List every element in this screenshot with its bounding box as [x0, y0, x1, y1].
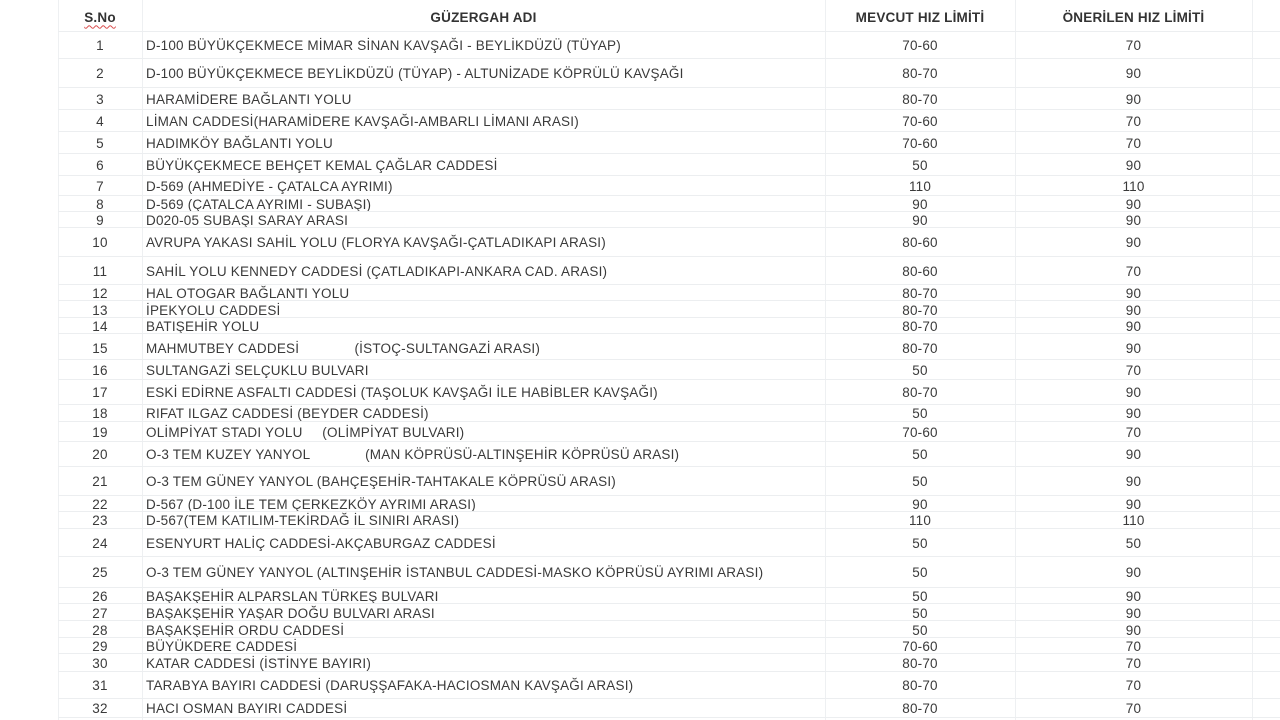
suggested-speed-limit: 90 — [1125, 406, 1142, 421]
row-number: 30 — [92, 656, 108, 671]
current-speed-limit: 50 — [912, 588, 928, 604]
table-row — [58, 257, 1280, 285]
suggested-speed-limit: 90 — [1125, 496, 1142, 512]
route-name: AVRUPA YAKASI SAHİL YOLU (FLORYA KAVŞAĞI-ÇATLADIKAPI ARASI) — [146, 235, 606, 250]
row-number: 25 — [92, 565, 108, 580]
current-speed-limit: 80-70 — [902, 302, 938, 318]
route-name: D-100 BÜYÜKÇEKMECE MİMAR SİNAN KAVŞAĞI - BEYLİKDÜZÜ (TÜYAP) — [146, 38, 621, 53]
suggested-speed-limit: 90 — [1125, 91, 1142, 107]
row-number: 12 — [92, 285, 108, 301]
suggested-speed-limit: 70 — [1125, 38, 1142, 53]
suggested-speed-limit: 90 — [1125, 385, 1142, 400]
row-number: 8 — [96, 196, 104, 212]
current-speed-limit: 80-70 — [902, 340, 938, 356]
row-number: 31 — [92, 678, 108, 693]
table-row — [58, 154, 1280, 176]
row-number: 27 — [92, 605, 108, 621]
current-speed-limit: 50 — [912, 406, 928, 421]
row-number: 22 — [92, 496, 108, 512]
row-number: 14 — [92, 318, 108, 334]
route-name: BÜYÜKDERE CADDESİ — [146, 638, 298, 654]
table-row — [58, 467, 1280, 496]
suggested-speed-limit: 90 — [1125, 66, 1142, 81]
table-row — [58, 176, 1280, 196]
suggested-speed-limit: 110 — [1122, 178, 1145, 194]
suggested-speed-limit: 90 — [1125, 212, 1142, 228]
route-name: RIFAT ILGAZ CADDESİ (BEYDER CADDESİ) — [146, 406, 429, 421]
route-name: SAHİL YOLU KENNEDY CADDESİ (ÇATLADIKAPI-ANKARA CAD. ARASI) — [146, 263, 608, 279]
table-row — [58, 496, 1280, 512]
table-row — [58, 285, 1280, 301]
suggested-speed-limit: 70 — [1125, 678, 1142, 693]
table-row — [58, 360, 1280, 380]
row-number: 7 — [96, 178, 104, 194]
route-name: BAŞAKŞEHİR ALPARSLAN TÜRKEŞ BULVARI — [146, 588, 439, 604]
table-row — [58, 638, 1280, 654]
route-name: D-569 (AHMEDİYE - ÇATALCA AYRIMI) — [146, 178, 393, 194]
header-no: S.No — [84, 9, 116, 25]
table-row — [58, 88, 1280, 110]
current-speed-limit: 50 — [912, 535, 928, 551]
header-current-limit: MEVCUT HIZ LİMİTİ — [855, 9, 985, 25]
current-speed-limit: 70-60 — [902, 638, 938, 654]
suggested-speed-limit: 90 — [1125, 157, 1142, 173]
route-name: O-3 TEM KUZEY YANYOL (MAN KÖPRÜSÜ-ALTINŞEHİR KÖPRÜSÜ ARASI) — [146, 447, 680, 462]
suggested-speed-limit: 70 — [1125, 362, 1142, 378]
table-row — [58, 655, 1280, 672]
row-number: 13 — [92, 302, 108, 318]
suggested-speed-limit: 90 — [1125, 235, 1142, 250]
table-row — [58, 132, 1280, 154]
suggested-speed-limit: 90 — [1125, 605, 1142, 621]
table-row — [58, 699, 1280, 718]
row-number: 6 — [96, 157, 104, 173]
route-name: D-569 (ÇATALCA AYRIMI - SUBAŞI) — [146, 196, 372, 212]
suggested-speed-limit: 70 — [1125, 263, 1142, 279]
table-row — [58, 228, 1280, 257]
current-speed-limit: 70-60 — [902, 38, 938, 53]
current-speed-limit: 110 — [908, 178, 932, 194]
suggested-speed-limit: 110 — [1122, 513, 1145, 528]
current-speed-limit: 80-70 — [902, 285, 938, 301]
current-speed-limit: 50 — [912, 474, 928, 489]
current-speed-limit: 70-60 — [902, 424, 938, 440]
current-speed-limit: 90 — [912, 212, 928, 228]
route-name: BAŞAKŞEHİR YAŞAR DOĞU BULVARI ARASI — [146, 605, 435, 621]
suggested-speed-limit: 90 — [1125, 285, 1142, 301]
route-name: ESENYURT HALİÇ CADDESİ-AKÇABURGAZ CADDESİ — [146, 535, 496, 551]
row-number: 5 — [96, 135, 104, 151]
row-number: 3 — [96, 91, 104, 107]
row-number: 17 — [92, 385, 108, 400]
route-name: O-3 TEM GÜNEY YANYOL (BAHÇEŞEHİR-TAHTAKALE KÖPRÜSÜ ARASI) — [146, 474, 617, 489]
route-name: D-567(TEM KATILIM-TEKİRDAĞ İL SINIRI ARASI) — [146, 513, 460, 528]
row-number: 16 — [92, 362, 108, 378]
current-speed-limit: 70-60 — [902, 135, 938, 151]
current-speed-limit: 50 — [912, 565, 928, 580]
route-name: KATAR CADDESİ (İSTİNYE BAYIRI) — [146, 656, 372, 671]
table-row — [58, 110, 1280, 132]
table-row — [58, 318, 1280, 334]
row-number: 1 — [96, 38, 104, 53]
current-speed-limit: 80-70 — [902, 701, 938, 716]
suggested-speed-limit: 70 — [1125, 656, 1142, 671]
table-row — [58, 196, 1280, 212]
row-number: 28 — [92, 622, 108, 638]
suggested-speed-limit: 50 — [1125, 535, 1142, 551]
row-number: 4 — [96, 113, 104, 129]
current-speed-limit: 80-60 — [902, 263, 938, 279]
route-name: LİMAN CADDESİ(HARAMİDERE KAVŞAĞI-AMBARLI LİMANI ARASI) — [146, 113, 579, 129]
table-row — [58, 422, 1280, 442]
row-number: 18 — [92, 406, 108, 421]
suggested-speed-limit: 70 — [1125, 113, 1142, 129]
suggested-speed-limit: 90 — [1125, 196, 1142, 212]
table-row — [58, 557, 1280, 588]
table-row — [58, 529, 1280, 557]
table-row — [58, 672, 1280, 699]
current-speed-limit: 110 — [908, 513, 932, 528]
suggested-speed-limit: 90 — [1125, 340, 1142, 356]
row-number: 29 — [92, 638, 108, 654]
route-name: ESKİ EDİRNE ASFALTI CADDESİ (TAŞOLUK KAVŞAĞI İLE HABİBLER KAVŞAĞI) — [146, 385, 658, 400]
table-row — [58, 512, 1280, 529]
suggested-speed-limit: 70 — [1125, 701, 1142, 716]
route-name: D-567 (D-100 İLE TEM ÇERKEZKÖY AYRIMI ARASI) — [146, 496, 476, 512]
route-name: D-100 BÜYÜKÇEKMECE BEYLİKDÜZÜ (TÜYAP) - ALTUNİZADE KÖPRÜLÜ KAVŞAĞI — [146, 66, 684, 81]
suggested-speed-limit: 90 — [1125, 302, 1142, 318]
table-header — [58, 2, 1280, 32]
route-name: SULTANGAZİ SELÇUKLU BULVARI — [146, 362, 369, 378]
table-row — [58, 59, 1280, 88]
route-name: BÜYÜKÇEKMECE BEHÇET KEMAL ÇAĞLAR CADDESİ — [146, 157, 498, 173]
row-number: 19 — [92, 424, 108, 440]
row-number: 9 — [96, 212, 104, 228]
table-row — [58, 212, 1280, 228]
table-row — [58, 380, 1280, 405]
current-speed-limit: 70-60 — [902, 113, 938, 129]
current-speed-limit: 50 — [912, 605, 928, 621]
current-speed-limit: 50 — [912, 447, 928, 462]
header-name: GÜZERGAH ADI — [430, 9, 537, 25]
table-row — [58, 32, 1280, 59]
current-speed-limit: 80-70 — [902, 385, 938, 400]
suggested-speed-limit: 70 — [1125, 424, 1142, 440]
current-speed-limit: 50 — [912, 622, 928, 638]
route-name: HACI OSMAN BAYIRI CADDESİ — [146, 701, 348, 716]
row-number: 32 — [92, 701, 108, 716]
route-name: BAŞAKŞEHİR ORDU CADDESİ — [146, 622, 345, 638]
current-speed-limit: 50 — [912, 362, 928, 378]
header-suggested-limit: ÖNERİLEN HIZ LİMİTİ — [1062, 9, 1205, 25]
current-speed-limit: 80-70 — [902, 318, 938, 334]
route-name: D020-05 SUBAŞI SARAY ARASI — [146, 212, 349, 228]
current-speed-limit: 90 — [912, 196, 928, 212]
current-speed-limit: 90 — [912, 496, 928, 512]
route-name: İPEKYOLU CADDESİ — [146, 302, 281, 318]
row-number: 10 — [92, 235, 108, 250]
current-speed-limit: 80-70 — [902, 656, 938, 671]
suggested-speed-limit: 90 — [1125, 474, 1142, 489]
suggested-speed-limit: 90 — [1125, 622, 1142, 638]
route-name: HARAMİDERE BAĞLANTI YOLU — [146, 91, 352, 107]
current-speed-limit: 80-70 — [902, 66, 938, 81]
route-name: BATIŞEHİR YOLU — [146, 318, 260, 334]
current-speed-limit: 50 — [912, 157, 928, 173]
current-speed-limit: 80-70 — [902, 678, 938, 693]
suggested-speed-limit: 70 — [1125, 135, 1142, 151]
table-row — [58, 336, 1280, 360]
suggested-speed-limit: 90 — [1125, 318, 1142, 334]
row-number: 26 — [92, 588, 108, 604]
route-name: OLİMPİYAT STADI YOLU (OLİMPİYAT BULVARI) — [146, 424, 465, 440]
suggested-speed-limit: 90 — [1125, 447, 1142, 462]
table-row — [58, 302, 1280, 318]
current-speed-limit: 80-60 — [902, 235, 938, 250]
row-number: 11 — [92, 263, 108, 279]
row-number: 24 — [92, 535, 108, 551]
current-speed-limit: 80-70 — [902, 91, 938, 107]
route-name: MAHMUTBEY CADDESİ (İSTOÇ-SULTANGAZİ ARASI) — [146, 340, 541, 356]
table-row — [58, 622, 1280, 638]
route-name: HAL OTOGAR BAĞLANTI YOLU — [146, 285, 350, 301]
row-number: 2 — [96, 66, 104, 81]
route-name: HADIMKÖY BAĞLANTI YOLU — [146, 135, 333, 151]
suggested-speed-limit: 70 — [1125, 638, 1142, 654]
row-number: 20 — [92, 447, 108, 462]
row-number: 23 — [92, 513, 108, 528]
suggested-speed-limit: 90 — [1125, 565, 1142, 580]
suggested-speed-limit: 90 — [1125, 588, 1142, 604]
row-number: 15 — [92, 340, 108, 356]
table-row — [58, 605, 1280, 621]
route-name: TARABYA BAYIRI CADDESİ (DARUŞŞAFAKA-HACIOSMAN KAVŞAĞI ARASI) — [146, 678, 634, 693]
table-row — [58, 405, 1280, 422]
table-row — [58, 442, 1280, 467]
row-number: 21 — [92, 474, 108, 489]
table-row — [58, 588, 1280, 604]
route-name: O-3 TEM GÜNEY YANYOL (ALTINŞEHİR İSTANBUL CADDESİ-MASKO KÖPRÜSÜ AYRIMI ARASI) — [146, 564, 764, 580]
